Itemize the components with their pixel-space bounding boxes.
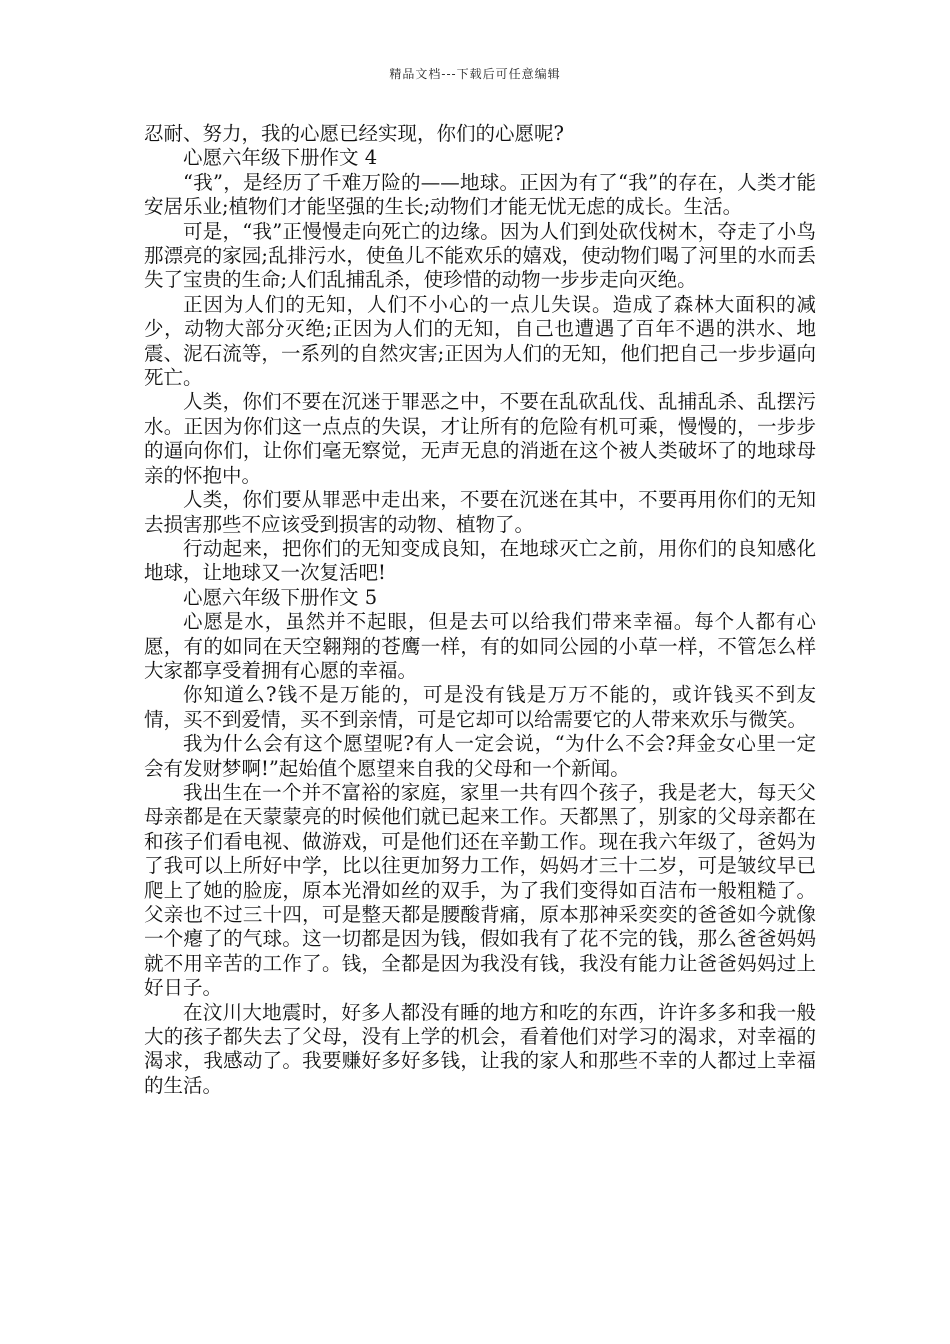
paragraph: “我”，是经历了千难万险的——地球。正因为有了“我”的存在，人类才能安居乐业;植物们才能坚强的生长;动物们才能无忧无虑的成长。生活。: [144, 170, 816, 219]
paragraph: 人类，你们不要在沉迷于罪恶之中，不要在乱砍乱伐、乱捕乱杀、乱摆污水。正因为你们这一点点的失误，才让所有的危险有机可乘，慢慢的，一步步的逼向你们，让你们毫无察觉，无声无息的消逝在这个被人类破坏了的地球母亲的怀抱中。: [144, 390, 816, 487]
paragraph: 忍耐、努力，我的心愿已经实现，你们的心愿呢?: [144, 122, 564, 145]
section-heading: 心愿六年级下册作文 4: [183, 146, 378, 170]
paragraph: 行动起来，把你们的无知变成良知，在地球灭亡之前，用你们的良知感化地球，让地球又一次复活吧!: [144, 536, 816, 585]
paragraph: 我为什么会有这个愿望呢?有人一定会说，“为什么不会?拜金女心里一定会有发财梦啊!”起始值个愿望来自我的父母和一个新闻。: [144, 732, 816, 780]
paragraph: 你知道么?钱不是万能的，可是没有钱是万万不能的，或许钱买不到友情，买不到爱情，买不到亲情，可是它却可以给需要它的人带来欢乐与微笑。: [144, 683, 816, 731]
section-heading: 心愿六年级下册作文 5: [183, 585, 378, 609]
paragraph: 心愿是水，虽然并不起眼，但是去可以给我们带来幸福。每个人都有心愿，有的如同在天空翱翔的苍鹰一样，有的如同公园的小草一样，不管怎么样大家都享受着拥有心愿的幸福。: [144, 610, 816, 682]
document-body: [144, 122, 816, 1098]
paragraph: 可是，“我”正慢慢走向死亡的边缘。因为人们到处砍伐树木，夺走了小鸟那漂亮的家园;乱排污水，使鱼儿不能欢乐的嬉戏，使动物们喝了河里的水而丢失了宝贵的生命;人们乱捕乱杀，使珍惜的动物一步步走向灭绝。: [144, 219, 816, 292]
paragraph: 我出生在一个并不富裕的家庭，家里一共有四个孩子，我是老大，每天父母亲都是在天蒙蒙亮的时候他们就已起来工作。天都黑了，别家的父母亲都在和孩子们看电视、做游戏，可是他们还在辛勤工作。现在我六年级了，爸妈为了我可以上所好中学，比以往更加努力工作，妈妈才三十二岁，可是皱纹早已爬上了她的脸庞，原本光滑如丝的双手，为了我们变得如百洁布一般粗糙了。父亲也不过三十四，可是整天都是腰酸背痛，原本那神采奕奕的爸爸如今就像一个瘪了的气球。这一切都是因为钱，假如我有了花不完的钱，那么爸爸妈妈就不用辛苦的工作了。钱，全都是因为我没有钱，我没有能力让爸爸妈妈过上好日子。: [144, 780, 816, 1000]
paragraph: 人类，你们要从罪恶中走出来，不要在沉迷在其中，不要再用你们的无知去损害那些不应该受到损害的动物、植物了。: [144, 488, 816, 536]
page-header: 精品文档---下载后可任意编辑: [389, 67, 561, 81]
paragraph: 在汶川大地震时，好多人都没有睡的地方和吃的东西，许许多多和我一般大的孩子都失去了父母，没有上学的机会，看着他们对学习的渴求，对幸福的渴求，我感动了。我要赚好多好多钱，让我的家人和那些不幸的人都过上幸福的生活。: [144, 1000, 816, 1097]
paragraph: 正因为人们的无知，人们不小心的一点儿失误。造成了森林大面积的减少，动物大部分灭绝;正因为人们的无知，自己也遭遇了百年不遇的洪水、地震、泥石流等，一系列的自然灾害;正因为人们的无知，他们把自己一步步逼向死亡。: [144, 292, 816, 390]
